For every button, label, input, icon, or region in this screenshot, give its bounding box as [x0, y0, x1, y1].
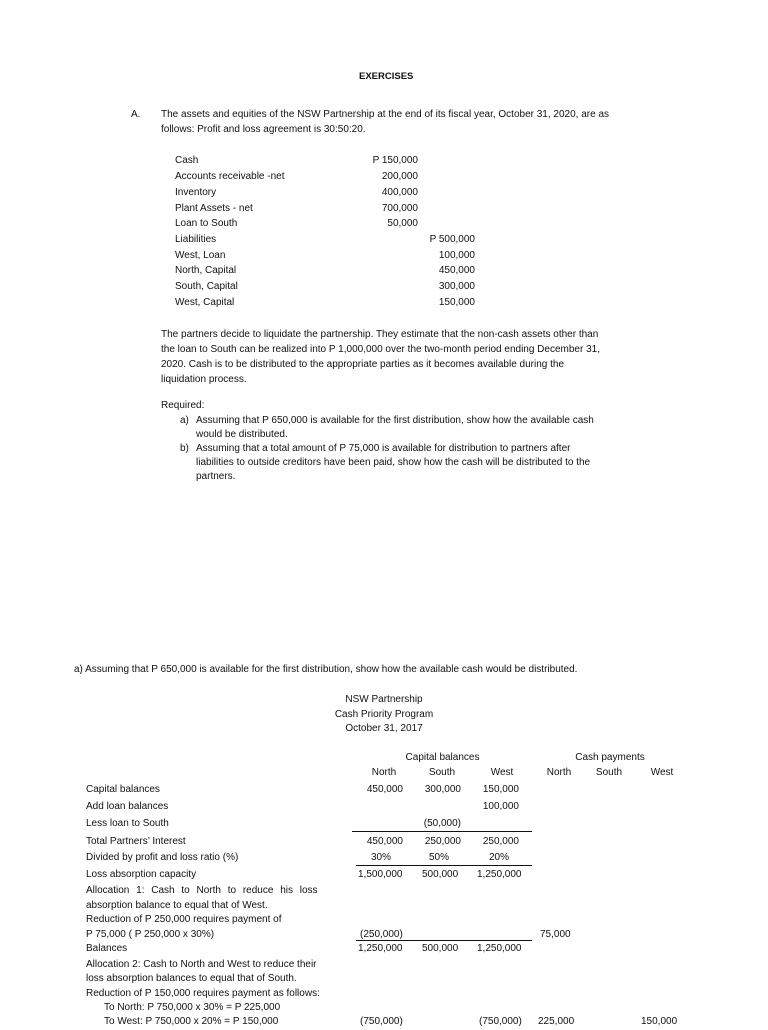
program-title-1: NSW Partnership	[345, 694, 423, 705]
equity-value: P 500,000	[429, 234, 475, 245]
equity-value: 150,000	[438, 297, 475, 308]
req-a-line: would be distributed.	[196, 429, 288, 440]
row-label: Less loan to South	[86, 818, 169, 829]
asset-value: 50,000	[387, 218, 418, 229]
equity-value: 100,000	[438, 250, 475, 261]
row-label: Add loan balances	[86, 801, 169, 812]
section-letter: A.	[131, 109, 141, 120]
program-title-3: October 31, 2017	[345, 723, 423, 734]
req-b-line: Assuming that a total amount of P 75,000 is available for distribution to partners after	[196, 443, 571, 454]
asset-value: 700,000	[381, 203, 418, 214]
allocation-2-north: (750,000)	[360, 1016, 403, 1027]
allocation-1-line: Reduction of P 250,000 requires payment of	[86, 914, 282, 925]
cell-west: 250,000	[482, 836, 519, 847]
required-label: Required:	[161, 400, 205, 411]
req-b-line: partners.	[196, 471, 236, 482]
row-label: Divided by profit and loss ratio (%)	[86, 852, 239, 863]
intro-line-2: follows: Profit and loss agreement is 30:50:20.	[161, 124, 366, 135]
cell-west: 100,000	[482, 801, 519, 812]
asset-label: Cash	[175, 155, 199, 166]
row-label: Balances	[86, 943, 128, 954]
req-a-line: Assuming that P 650,000 is available for the first distribution, show how the available cash	[196, 415, 594, 426]
cell-south: 300,000	[424, 784, 461, 795]
equity-label: West, Loan	[175, 250, 226, 261]
group-header-cash: Cash payments	[575, 752, 645, 763]
total-rule	[352, 831, 532, 832]
allocation-2-line: Reduction of P 150,000 requires payment as follows:	[86, 988, 320, 999]
cell-west: 20%	[488, 852, 509, 863]
cell-west: 150,000	[482, 784, 519, 795]
col-header-south-cash: South	[595, 767, 623, 778]
equity-label: South, Capital	[175, 281, 238, 292]
row-label: Capital balances	[86, 784, 160, 795]
asset-value: 200,000	[381, 171, 418, 182]
req-a-marker: a)	[180, 415, 189, 426]
allocation-2-west: (750,000)	[479, 1016, 522, 1027]
allocation-1-line: P 75,000 ( P 250,000 x 30%)	[86, 929, 215, 940]
program-title-2: Cash Priority Program	[334, 709, 434, 720]
answer-a-heading: a) Assuming that P 650,000 is available for the first distribution, show how the available cash would be distributed.	[74, 664, 578, 675]
asset-label: Inventory	[175, 187, 217, 198]
paragraph-line: liquidation process.	[161, 374, 247, 385]
cell-north: 450,000	[366, 836, 403, 847]
cell-west: 1,250,000	[477, 943, 522, 954]
cell-south: 500,000	[422, 943, 459, 954]
asset-label: Plant Assets - net	[175, 203, 253, 214]
equity-value: 300,000	[438, 281, 475, 292]
equity-label: West, Capital	[175, 297, 235, 308]
group-header-capital: Capital balances	[405, 752, 480, 763]
req-b-marker: b)	[180, 443, 189, 454]
absorption-rule	[356, 865, 532, 866]
cell-west: 1,250,000	[477, 869, 522, 880]
allocation-2-cash-north: 225,000	[538, 1016, 575, 1027]
allocation-1-line: absorption balance to equal that of West.	[86, 900, 268, 911]
col-header-west: West	[490, 767, 514, 778]
asset-value: 400,000	[381, 187, 418, 198]
col-header-north: North	[371, 767, 397, 778]
cell-north: 450,000	[366, 784, 403, 795]
exercises-heading: EXERCISES	[359, 71, 414, 82]
intro-line-1: The assets and equities of the NSW Partnership at the end of its fiscal year, October 31, 2020, are as	[161, 109, 610, 120]
cell-south: 50%	[428, 852, 449, 863]
allocation-2-cash-west: 150,000	[641, 1016, 678, 1027]
col-header-south: South	[428, 767, 456, 778]
cell-north: 30%	[370, 852, 391, 863]
allocation-2-line: loss absorption balances to equal that of South.	[86, 973, 297, 984]
allocation-2-line: To West: P 750,000 x 20% = P 150,000	[104, 1016, 279, 1027]
asset-label: Loan to South	[175, 218, 238, 229]
paragraph-line: The partners decide to liquidate the partnership. They estimate that the non-cash assets other than	[161, 329, 599, 340]
col-header-west-cash: West	[650, 767, 674, 778]
allocation-2-line: To North: P 750,000 x 30% = P 225,000	[104, 1002, 281, 1013]
cell-north: 1,250,000	[358, 943, 403, 954]
equity-label: North, Capital	[175, 265, 237, 276]
allocation-1-north: (250,000)	[360, 929, 403, 940]
allocation-2-line: Allocation 2: Cash to North and West to reduce their	[86, 959, 317, 970]
req-b-line: liabilities to outside creditors have been paid, show how the cash will be distributed to the	[196, 457, 591, 468]
allocation-1-cash-north: 75,000	[540, 929, 571, 940]
cell-south: (50,000)	[423, 818, 461, 829]
cell-south: 250,000	[424, 836, 461, 847]
cell-south: 500,000	[422, 869, 459, 880]
asset-label: Accounts receivable -net	[175, 171, 285, 182]
row-label: Loss absorption capacity	[86, 869, 197, 880]
equity-value: 450,000	[438, 265, 475, 276]
allocation-1-line: Allocation 1: Cash to North to reduce his loss	[86, 885, 318, 896]
equity-label: Liabilities	[175, 234, 217, 245]
cell-north: 1,500,000	[358, 869, 403, 880]
paragraph-line: the loan to South can be realized into P 1,000,000 over the two-month period ending December 31,	[161, 344, 600, 355]
paragraph-line: 2020. Cash is to be distributed to the appropriate parties as it becomes available during the	[161, 359, 565, 370]
col-header-north-cash: North	[546, 767, 572, 778]
asset-value: P 150,000	[372, 155, 418, 166]
row-label: Total Partners’ Interest	[86, 836, 186, 847]
